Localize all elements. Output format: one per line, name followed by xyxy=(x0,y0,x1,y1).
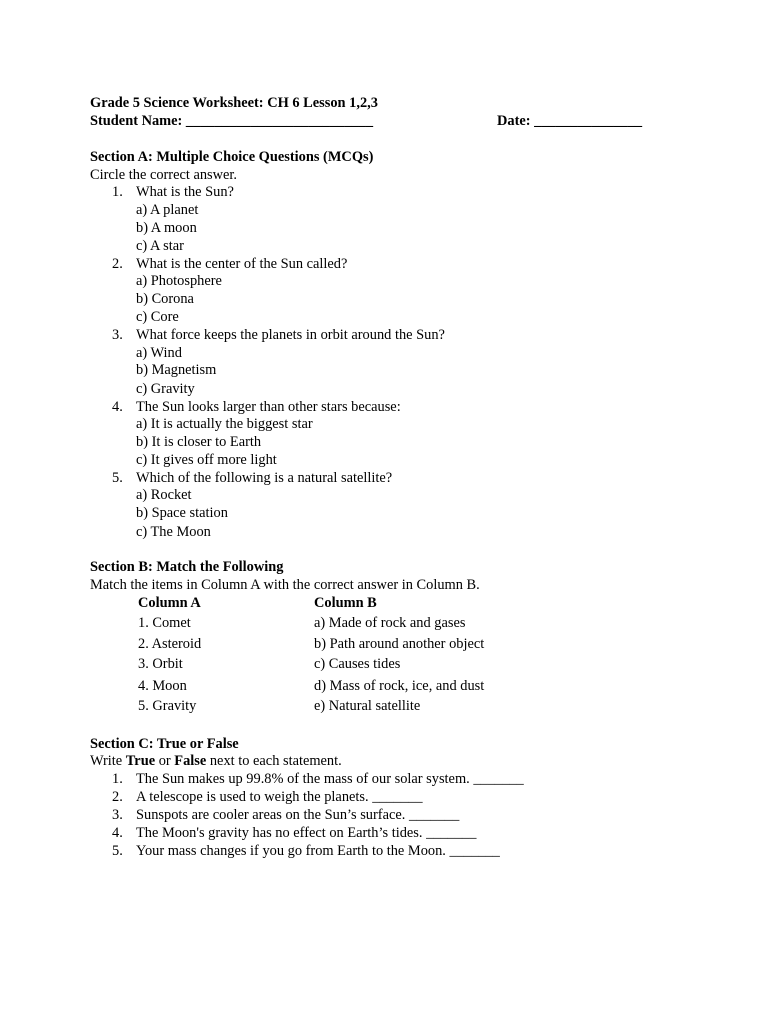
answer-option: b) Magnetism xyxy=(136,362,217,378)
section-a-instruction: Circle the correct answer. xyxy=(90,167,238,183)
match-item-b: d) Mass of rock, ice, and dust xyxy=(314,678,485,694)
answer-option: c) The Moon xyxy=(136,524,211,540)
instruction-text: Write xyxy=(90,753,126,769)
match-item-a: 3. Orbit xyxy=(138,656,183,672)
question-text: What force keeps the planets in orbit around the Sun? xyxy=(136,327,445,343)
date-line: Date: _______________ xyxy=(497,113,643,129)
answer-option: a) Rocket xyxy=(136,487,192,503)
answer-option: c) It gives off more light xyxy=(136,452,277,468)
statement-number: 3. xyxy=(112,807,123,823)
answer-option: b) A moon xyxy=(136,220,197,236)
student-name-line: Student Name: __________________________ xyxy=(90,113,374,129)
question-number: 1. xyxy=(112,184,123,200)
match-item-a: 4. Moon xyxy=(138,678,187,694)
match-item-b: b) Path around another object xyxy=(314,636,485,652)
question-number: 3. xyxy=(112,327,123,343)
question-number: 2. xyxy=(112,256,123,272)
statement-text: Sunspots are cooler areas on the Sun’s surface. _______ xyxy=(136,807,460,823)
section-b-heading: Section B: Match the Following xyxy=(90,559,284,575)
answer-option: c) A star xyxy=(136,238,184,254)
statement-text: The Moon's gravity has no effect on Earth’s tides. _______ xyxy=(136,825,477,841)
match-item-a: 1. Comet xyxy=(138,615,191,631)
question-number: 5. xyxy=(112,470,123,486)
section-c-instruction xyxy=(90,752,342,770)
answer-option: b) Space station xyxy=(136,505,228,521)
instruction-false-word: False xyxy=(174,753,207,769)
answer-option: c) Core xyxy=(136,309,179,325)
worksheet-title: Grade 5 Science Worksheet: CH 6 Lesson 1,2,3 xyxy=(90,95,378,111)
statement-text: Your mass changes if you go from Earth to the Moon. _______ xyxy=(136,843,500,859)
statement-text: A telescope is used to weigh the planets. _______ xyxy=(136,789,423,805)
column-b-header: Column B xyxy=(314,595,377,611)
instruction-text: or xyxy=(155,753,175,769)
instruction-text: next to each statement. xyxy=(206,753,342,769)
answer-option: a) Wind xyxy=(136,345,182,361)
question-number: 4. xyxy=(112,399,123,415)
match-item-b: c) Causes tides xyxy=(314,656,401,672)
match-item-b: a) Made of rock and gases xyxy=(314,615,466,631)
match-item-b: e) Natural satellite xyxy=(314,698,421,714)
statement-number: 5. xyxy=(112,843,123,859)
instruction-true-word: True xyxy=(125,753,156,769)
section-c-heading: Section C: True or False xyxy=(90,736,239,752)
statement-number: 1. xyxy=(112,771,123,787)
statement-number: 2. xyxy=(112,789,123,805)
answer-option: c) Gravity xyxy=(136,381,195,397)
question-text: What is the center of the Sun called? xyxy=(136,256,348,272)
statement-number: 4. xyxy=(112,825,123,841)
match-item-a: 5. Gravity xyxy=(138,698,197,714)
section-a-heading: Section A: Multiple Choice Questions (MCQs) xyxy=(90,149,374,165)
answer-option: a) Photosphere xyxy=(136,273,222,289)
statement-text: The Sun makes up 99.8% of the mass of our solar system. _______ xyxy=(136,771,524,787)
answer-option: b) Corona xyxy=(136,291,194,307)
section-b-instruction: Match the items in Column A with the correct answer in Column B. xyxy=(90,577,480,593)
question-text: The Sun looks larger than other stars because: xyxy=(136,399,401,415)
question-text: What is the Sun? xyxy=(136,184,234,200)
question-text: Which of the following is a natural satellite? xyxy=(136,470,393,486)
answer-option: a) It is actually the biggest star xyxy=(136,416,313,432)
answer-option: a) A planet xyxy=(136,202,199,218)
column-a-header: Column A xyxy=(138,595,201,611)
match-item-a: 2. Asteroid xyxy=(138,636,202,652)
answer-option: b) It is closer to Earth xyxy=(136,434,262,450)
